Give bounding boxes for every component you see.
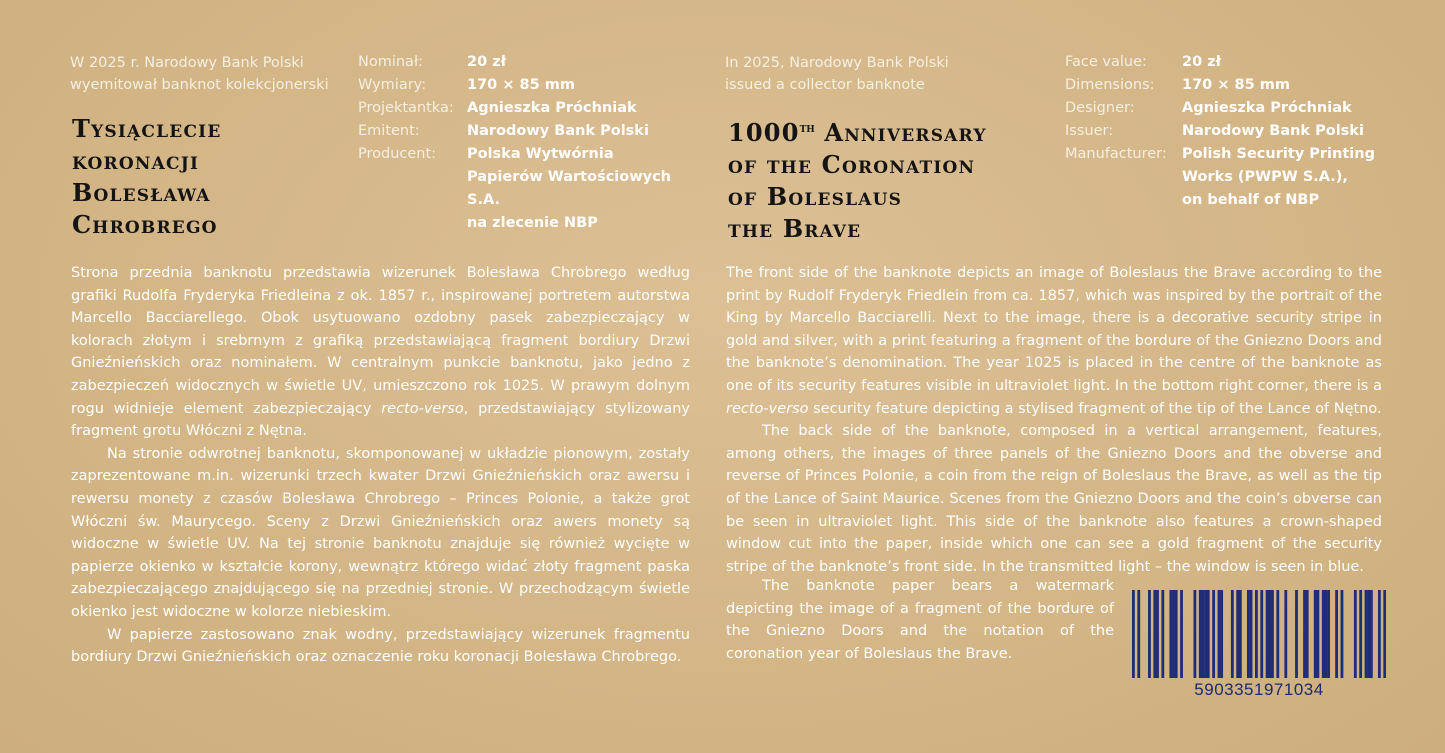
barcode-bar bbox=[1204, 590, 1207, 678]
pl-specs bbox=[358, 51, 708, 235]
spec-value-line: Polish Security Printing bbox=[1182, 146, 1375, 162]
spec-label: Nominał: bbox=[358, 54, 423, 70]
en-title-line: of Boleslaus bbox=[728, 182, 903, 211]
spec-value-line: Papierów Wartościowych S.A. bbox=[467, 169, 671, 208]
spec-value bbox=[467, 143, 708, 235]
barcode-bar bbox=[1180, 590, 1183, 678]
barcode-bar bbox=[1335, 590, 1338, 678]
barcode-bar bbox=[1247, 590, 1250, 678]
spec-value-line: na zlecenie NBP bbox=[467, 215, 598, 231]
pl-body bbox=[71, 262, 690, 669]
en-body-text: security feature depicting a stylised fragment of the tip of the Lance of Nętno. bbox=[808, 400, 1382, 417]
en-body-italic: recto-verso bbox=[726, 400, 809, 417]
barcode-bar bbox=[1266, 590, 1269, 678]
en-title-ordinal: th bbox=[799, 121, 815, 136]
spec-value: 20 zł bbox=[467, 54, 507, 70]
barcode-bar bbox=[1132, 590, 1135, 678]
barcode-bar bbox=[1276, 590, 1279, 678]
en-spec-row bbox=[1065, 143, 1425, 212]
barcode-bar bbox=[1268, 590, 1271, 678]
pl-body-paragraph: W papierze zastosowano znak wodny, przedstawiający wizerunek fragmentu bordiury Drzwi Gnieźnieńskich oraz oznaczenie roku koronacji Bolesława Chrobrego. bbox=[71, 626, 690, 666]
barcode-bar bbox=[1161, 590, 1164, 678]
en-body-text: The front side of the banknote depicts an image of Boleslaus the Brave according to the print by Rudolf Fryderyk Friedlein from ca. 1857, which was inspired by the portrait of the King by Marcello Bacciarelli. Next to the image, there is a decorative security stripe in gold and silver, with a print featuring a fragment of the bordure of the Gniezno Doors and the banknote’s denomination. The year 1025 is placed in the centre of the banknote as one of its security features visible in ultraviolet light. In the bottom right corner, there is a bbox=[726, 265, 1382, 394]
spec-value: 20 zł bbox=[1182, 54, 1222, 70]
barcode-bar bbox=[1137, 590, 1140, 678]
en-title-line: the Brave bbox=[728, 214, 862, 243]
barcode-bar bbox=[1341, 590, 1344, 678]
en-title bbox=[728, 113, 1058, 245]
spec-value: Narodowy Bank Polski bbox=[1182, 123, 1364, 139]
barcode-bar bbox=[1212, 590, 1215, 678]
spec-label: Designer: bbox=[1065, 100, 1135, 116]
pl-title-line: Tysiąclecie bbox=[72, 114, 222, 143]
pl-body-paragraph bbox=[71, 262, 690, 443]
barcode-bar bbox=[1199, 590, 1202, 678]
barcode-bar bbox=[1153, 590, 1156, 678]
en-spec-row bbox=[1065, 97, 1425, 120]
barcode-bar bbox=[1260, 590, 1263, 678]
spec-value: Agnieszka Próchniak bbox=[1182, 100, 1352, 116]
barcode-bar bbox=[1172, 590, 1175, 678]
spec-value-line: Works (PWPW S.A.), bbox=[1182, 169, 1348, 185]
pl-spec-row bbox=[358, 51, 708, 74]
barcode-bar bbox=[1303, 590, 1306, 678]
barcode-bar bbox=[1193, 590, 1196, 678]
pl-body-paragraph: Na stronie odwrotnej banknotu, skomponowanej w układzie pionowym, zostały zaprezentowane m.in. wizerunki trzech kwater Drzwi Gnieźnieńskich oraz awersu i rewersu monety z czasów Bolesława Chrobrego – Princes Polonie, a także grot Włóczni św. Maurycego. Sceny z Drzwi Gnieźnieńskich oraz awers monety są widoczne w świetle UV. Na tej stronie banknotu znajduje się również wycięte w papierze okienko w kształcie korony, wewnątrz którego widać złoty fragment paska zabezpieczającego znajdującego się na przedniej stronie. W przechodzącym świetle okienko jest widoczne w kolorze niebieskim. bbox=[71, 445, 690, 620]
barcode-bars bbox=[1132, 590, 1386, 680]
barcode-bar bbox=[1316, 590, 1319, 678]
barcode-bar bbox=[1236, 590, 1239, 678]
spec-label: Producent: bbox=[358, 146, 437, 162]
spec-label: Issuer: bbox=[1065, 123, 1114, 139]
barcode-bar bbox=[1325, 590, 1328, 678]
barcode-bar bbox=[1367, 590, 1370, 678]
pl-intro-line: wyemitował banknot kolekcjonerski bbox=[70, 77, 329, 93]
barcode-bar bbox=[1207, 590, 1210, 678]
pl-spec-row bbox=[358, 97, 708, 120]
spec-label: Dimensions: bbox=[1065, 77, 1155, 93]
barcode-bar bbox=[1148, 590, 1151, 678]
pl-title-line: koronacji bbox=[72, 146, 200, 175]
barcode-bar bbox=[1383, 590, 1386, 678]
spec-label: Projektantka: bbox=[358, 100, 454, 116]
en-intro-line: In 2025, Narodowy Bank Polski bbox=[725, 55, 949, 71]
pl-intro-line: W 2025 r. Narodowy Bank Polski bbox=[70, 55, 304, 71]
en-spec-row bbox=[1065, 120, 1425, 143]
pl-title-line: Chrobrego bbox=[72, 210, 218, 239]
spec-value: Agnieszka Próchniak bbox=[467, 100, 637, 116]
barcode-bar bbox=[1231, 590, 1234, 678]
barcode-bar bbox=[1239, 590, 1242, 678]
pl-title bbox=[72, 113, 362, 241]
spec-value: 170 × 85 mm bbox=[467, 77, 575, 93]
spec-label: Emitent: bbox=[358, 123, 420, 139]
spec-value: Narodowy Bank Polski bbox=[467, 123, 649, 139]
barcode-bar bbox=[1359, 590, 1362, 678]
barcode-bar bbox=[1250, 590, 1253, 678]
en-specs bbox=[1065, 51, 1425, 212]
pl-spec-row bbox=[358, 120, 708, 143]
en-body-paragraph: The back side of the banknote, composed in a vertical arrangement, features, among others, the images of three panels of the Gniezno Doors and the obverse and reverse of Princes Polonie, a coin from the reign of Boleslaus the Brave, as well as the tip of the Lance of Saint Maurice. Scenes from the Gniezno Doors and the coin’s obverse can be seen in ultraviolet light. This side of the banknote also features a crown-shaped window cut into the paper, inside which one can see a gold fragment of the security stripe of the banknote’s front side. In the transmitted light – the window is seen in blue. bbox=[726, 423, 1382, 575]
pl-title-line: Bolesława bbox=[72, 178, 211, 207]
spec-value bbox=[1182, 143, 1375, 212]
barcode-bar bbox=[1284, 590, 1287, 678]
barcode-number: 5903351971034 bbox=[1194, 680, 1324, 699]
en-title-word: Anniversary bbox=[814, 118, 987, 147]
barcode-bar bbox=[1218, 590, 1221, 678]
barcode-bar bbox=[1354, 590, 1357, 678]
spec-label: Wymiary: bbox=[358, 77, 427, 93]
barcode-bar bbox=[1378, 590, 1381, 678]
barcode-bar bbox=[1322, 590, 1325, 678]
en-body-paragraph: The banknote paper bears a watermark depicting the image of a fragment of the bordure of the Gniezno Doors and the notation of the coronation year of Boleslaus the Brave. bbox=[726, 578, 1114, 662]
barcode-bar bbox=[1314, 590, 1317, 678]
barcode-bar bbox=[1327, 590, 1330, 678]
barcode-bar bbox=[1156, 590, 1159, 678]
pl-spec-row bbox=[358, 143, 708, 235]
barcode-bar bbox=[1365, 590, 1368, 678]
barcode-bar bbox=[1295, 590, 1298, 678]
en-spec-row bbox=[1065, 51, 1425, 74]
barcode-bar bbox=[1220, 590, 1223, 678]
barcode-bar bbox=[1271, 590, 1274, 678]
en-title-line: of the Coronation bbox=[728, 150, 976, 179]
pl-body-text: Strona przednia banknotu przedstawia wizerunek Bolesława Chrobrego według grafiki Rudolfa Fryderyka Friedleina z ok. 1857 r., inspirowanej portretem autorstwa Marcello Bacciarellego. Obok usytuowano ozdobny pasek zabezpieczający w kolorach złotym i srebrnym z grafiką przedstawiającą fragment bordiury Drzwi Gnieźnieńskich oraz nominałem. W centralnym punkcie banknotu, jako jedno z zabezpieczeń widocznych w świetle UV, umieszczono rok 1025. W prawym dolnym rogu widnieje element zabezpieczający bbox=[71, 265, 690, 417]
barcode-bar bbox=[1255, 590, 1258, 678]
en-body-last bbox=[726, 575, 1114, 665]
en-intro-line: issued a collector banknote bbox=[725, 77, 925, 93]
barcode-bar bbox=[1202, 590, 1205, 678]
barcode-bar bbox=[1169, 590, 1172, 678]
pl-body-italic: recto-verso bbox=[381, 400, 464, 417]
en-body-paragraph bbox=[726, 262, 1382, 420]
en-spec-row bbox=[1065, 74, 1425, 97]
pl-body-text: , przedstawiający stylizowany fragment grotu Włóczni z Nętna. bbox=[71, 400, 690, 440]
spec-value: 170 × 85 mm bbox=[1182, 77, 1290, 93]
en-title-number: 1000 bbox=[728, 118, 800, 147]
spec-label: Face value: bbox=[1065, 54, 1147, 70]
barcode-bar bbox=[1306, 590, 1309, 678]
spec-label: Manufacturer: bbox=[1065, 146, 1167, 162]
en-body bbox=[726, 262, 1382, 578]
spec-value-line: on behalf of NBP bbox=[1182, 192, 1320, 208]
barcode-bar bbox=[1370, 590, 1373, 678]
en-title-line bbox=[728, 113, 1058, 149]
barcode bbox=[1132, 590, 1386, 708]
en-intro bbox=[725, 52, 1025, 96]
pl-spec-row bbox=[358, 74, 708, 97]
spec-value-line: Polska Wytwórnia bbox=[467, 146, 614, 162]
pl-intro bbox=[70, 52, 360, 96]
barcode-bar bbox=[1175, 590, 1178, 678]
